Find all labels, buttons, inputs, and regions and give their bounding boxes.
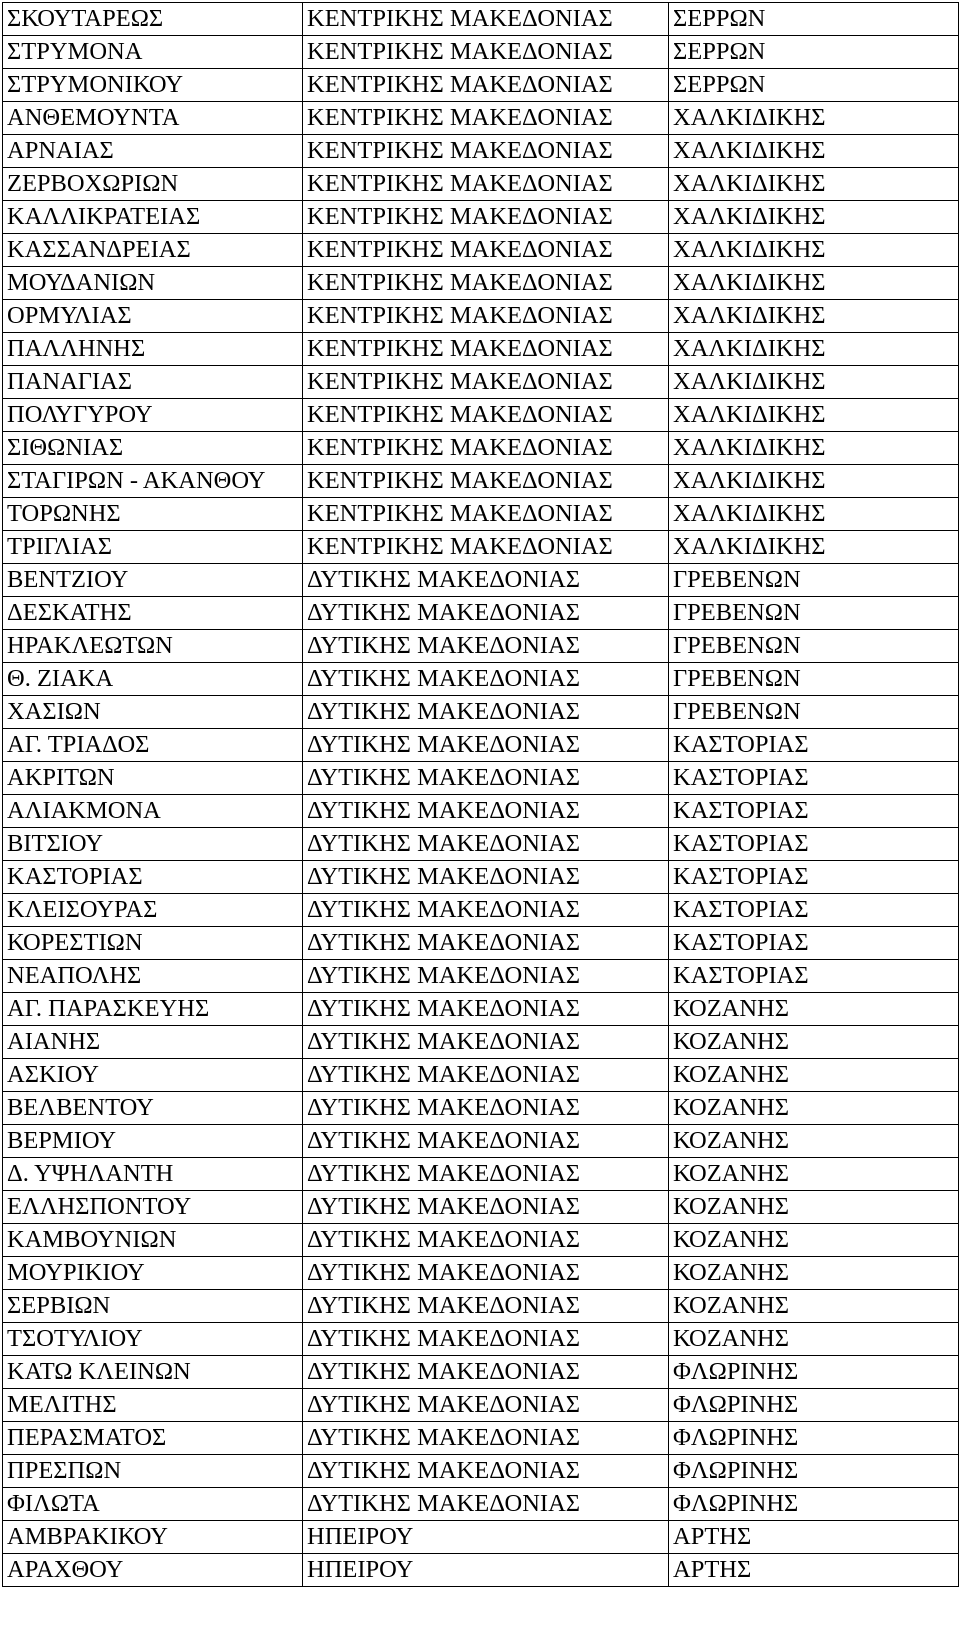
municipality-cell: ΚΑΤΩ ΚΛΕΙΝΩΝ xyxy=(3,1356,303,1389)
prefecture-cell: ΚΟΖΑΝΗΣ xyxy=(669,993,959,1026)
prefecture-cell: ΑΡΤΗΣ xyxy=(669,1521,959,1554)
table-row xyxy=(3,696,959,729)
region-cell: ΔΥΤΙΚΗΣ ΜΑΚΕΔΟΝΙΑΣ xyxy=(303,1092,669,1125)
prefecture-cell: ΚΑΣΤΟΡΙΑΣ xyxy=(669,960,959,993)
municipality-cell: ΠΟΛΥΓΥΡΟΥ xyxy=(3,399,303,432)
region-cell: ΔΥΤΙΚΗΣ ΜΑΚΕΔΟΝΙΑΣ xyxy=(303,696,669,729)
region-cell: ΚΕΝΤΡΙΚΗΣ ΜΑΚΕΔΟΝΙΑΣ xyxy=(303,300,669,333)
municipality-cell: ΒΕΝΤΖΙΟΥ xyxy=(3,564,303,597)
prefecture-cell: ΧΑΛΚΙΔΙΚΗΣ xyxy=(669,399,959,432)
table-row xyxy=(3,1422,959,1455)
prefecture-cell: ΧΑΛΚΙΔΙΚΗΣ xyxy=(669,366,959,399)
table-row xyxy=(3,1323,959,1356)
municipality-cell: ΠΕΡΑΣΜΑΤΟΣ xyxy=(3,1422,303,1455)
prefecture-cell: ΧΑΛΚΙΔΙΚΗΣ xyxy=(669,531,959,564)
prefecture-cell: ΧΑΛΚΙΔΙΚΗΣ xyxy=(669,234,959,267)
municipality-cell: ΣΤΡΥΜΟΝΙΚΟΥ xyxy=(3,69,303,102)
prefecture-cell: ΦΛΩΡΙΝΗΣ xyxy=(669,1356,959,1389)
table-row xyxy=(3,1158,959,1191)
municipality-cell: ΤΟΡΩΝΗΣ xyxy=(3,498,303,531)
table-row xyxy=(3,36,959,69)
prefecture-cell: ΣΕΡΡΩΝ xyxy=(669,69,959,102)
prefecture-cell: ΚΑΣΤΟΡΙΑΣ xyxy=(669,894,959,927)
region-cell: ΔΥΤΙΚΗΣ ΜΑΚΕΔΟΝΙΑΣ xyxy=(303,630,669,663)
prefecture-cell: ΧΑΛΚΙΔΙΚΗΣ xyxy=(669,498,959,531)
municipality-cell: ΠΑΝΑΓΙΑΣ xyxy=(3,366,303,399)
municipality-cell: ΚΛΕΙΣΟΥΡΑΣ xyxy=(3,894,303,927)
municipality-cell: ΜΕΛΙΤΗΣ xyxy=(3,1389,303,1422)
region-cell: ΔΥΤΙΚΗΣ ΜΑΚΕΔΟΝΙΑΣ xyxy=(303,861,669,894)
prefecture-cell: ΚΟΖΑΝΗΣ xyxy=(669,1059,959,1092)
municipality-cell: ΣΚΟΥΤΑΡΕΩΣ xyxy=(3,3,303,36)
municipality-cell: ΕΛΛΗΣΠΟΝΤΟΥ xyxy=(3,1191,303,1224)
municipality-cell: ΖΕΡΒΟΧΩΡΙΩΝ xyxy=(3,168,303,201)
prefecture-cell: ΧΑΛΚΙΔΙΚΗΣ xyxy=(669,168,959,201)
prefecture-cell: ΦΛΩΡΙΝΗΣ xyxy=(669,1488,959,1521)
region-cell: ΔΥΤΙΚΗΣ ΜΑΚΕΔΟΝΙΑΣ xyxy=(303,1125,669,1158)
municipality-cell: ΗΡΑΚΛΕΩΤΩΝ xyxy=(3,630,303,663)
prefecture-cell: ΣΕΡΡΩΝ xyxy=(669,36,959,69)
region-cell: ΚΕΝΤΡΙΚΗΣ ΜΑΚΕΔΟΝΙΑΣ xyxy=(303,399,669,432)
prefecture-cell: ΧΑΛΚΙΔΙΚΗΣ xyxy=(669,300,959,333)
region-cell: ΚΕΝΤΡΙΚΗΣ ΜΑΚΕΔΟΝΙΑΣ xyxy=(303,432,669,465)
prefecture-cell: ΣΕΡΡΩΝ xyxy=(669,3,959,36)
table-row xyxy=(3,1488,959,1521)
municipality-cell: ΚΑΣΣΑΝΔΡΕΙΑΣ xyxy=(3,234,303,267)
prefecture-cell: ΚΑΣΤΟΡΙΑΣ xyxy=(669,927,959,960)
prefecture-cell: ΧΑΛΚΙΔΙΚΗΣ xyxy=(669,432,959,465)
prefecture-cell: ΧΑΛΚΙΔΙΚΗΣ xyxy=(669,333,959,366)
municipality-table xyxy=(2,2,959,1587)
table-row xyxy=(3,1455,959,1488)
prefecture-cell: ΚΟΖΑΝΗΣ xyxy=(669,1290,959,1323)
table-row xyxy=(3,1521,959,1554)
region-cell: ΔΥΤΙΚΗΣ ΜΑΚΕΔΟΝΙΑΣ xyxy=(303,795,669,828)
table-row xyxy=(3,1554,959,1587)
table-row xyxy=(3,960,959,993)
region-cell: ΔΥΤΙΚΗΣ ΜΑΚΕΔΟΝΙΑΣ xyxy=(303,894,669,927)
region-cell: ΚΕΝΤΡΙΚΗΣ ΜΑΚΕΔΟΝΙΑΣ xyxy=(303,531,669,564)
table-row xyxy=(3,1026,959,1059)
region-cell: ΔΥΤΙΚΗΣ ΜΑΚΕΔΟΝΙΑΣ xyxy=(303,762,669,795)
prefecture-cell: ΚΟΖΑΝΗΣ xyxy=(669,1323,959,1356)
table-row xyxy=(3,168,959,201)
municipality-cell: ΠΑΛΛΗΝΗΣ xyxy=(3,333,303,366)
region-cell: ΚΕΝΤΡΙΚΗΣ ΜΑΚΕΔΟΝΙΑΣ xyxy=(303,201,669,234)
region-cell: ΚΕΝΤΡΙΚΗΣ ΜΑΚΕΔΟΝΙΑΣ xyxy=(303,69,669,102)
prefecture-cell: ΓΡΕΒΕΝΩΝ xyxy=(669,696,959,729)
table-row xyxy=(3,1389,959,1422)
table-row xyxy=(3,861,959,894)
region-cell: ΚΕΝΤΡΙΚΗΣ ΜΑΚΕΔΟΝΙΑΣ xyxy=(303,102,669,135)
region-cell: ΔΥΤΙΚΗΣ ΜΑΚΕΔΟΝΙΑΣ xyxy=(303,828,669,861)
table-row xyxy=(3,234,959,267)
table-row xyxy=(3,267,959,300)
prefecture-cell: ΓΡΕΒΕΝΩΝ xyxy=(669,564,959,597)
table-row xyxy=(3,828,959,861)
region-cell: ΚΕΝΤΡΙΚΗΣ ΜΑΚΕΔΟΝΙΑΣ xyxy=(303,3,669,36)
region-cell: ΔΥΤΙΚΗΣ ΜΑΚΕΔΟΝΙΑΣ xyxy=(303,1455,669,1488)
table-row xyxy=(3,465,959,498)
municipality-cell: ΑΙΑΝΗΣ xyxy=(3,1026,303,1059)
table-row xyxy=(3,201,959,234)
prefecture-cell: ΚΟΖΑΝΗΣ xyxy=(669,1125,959,1158)
table-row xyxy=(3,69,959,102)
municipality-cell: ΟΡΜΥΛΙΑΣ xyxy=(3,300,303,333)
table-body xyxy=(3,3,959,1587)
region-cell: ΔΥΤΙΚΗΣ ΜΑΚΕΔΟΝΙΑΣ xyxy=(303,729,669,762)
region-cell: ΔΥΤΙΚΗΣ ΜΑΚΕΔΟΝΙΑΣ xyxy=(303,1356,669,1389)
municipality-cell: ΑΛΙΑΚΜΟΝΑ xyxy=(3,795,303,828)
table-row xyxy=(3,894,959,927)
municipality-cell: ΑΜΒΡΑΚΙΚΟΥ xyxy=(3,1521,303,1554)
prefecture-cell: ΚΑΣΤΟΡΙΑΣ xyxy=(669,795,959,828)
table-row xyxy=(3,1191,959,1224)
table-row xyxy=(3,333,959,366)
table-row xyxy=(3,762,959,795)
table-row xyxy=(3,927,959,960)
table-row xyxy=(3,1257,959,1290)
municipality-cell: Δ. ΥΨΗΛΑΝΤΗ xyxy=(3,1158,303,1191)
table-row xyxy=(3,630,959,663)
table-row xyxy=(3,597,959,630)
region-cell: ΔΥΤΙΚΗΣ ΜΑΚΕΔΟΝΙΑΣ xyxy=(303,1323,669,1356)
table-row xyxy=(3,399,959,432)
municipality-cell: ΑΝΘΕΜΟΥΝΤΑ xyxy=(3,102,303,135)
table-row xyxy=(3,795,959,828)
table-row xyxy=(3,1224,959,1257)
table-row xyxy=(3,1290,959,1323)
municipality-cell: ΣΙΘΩΝΙΑΣ xyxy=(3,432,303,465)
prefecture-cell: ΧΑΛΚΙΔΙΚΗΣ xyxy=(669,267,959,300)
municipality-cell: ΚΑΛΛΙΚΡΑΤΕΙΑΣ xyxy=(3,201,303,234)
table-row xyxy=(3,498,959,531)
region-cell: ΔΥΤΙΚΗΣ ΜΑΚΕΔΟΝΙΑΣ xyxy=(303,1389,669,1422)
municipality-cell: ΣΕΡΒΙΩΝ xyxy=(3,1290,303,1323)
table-row xyxy=(3,432,959,465)
table-row xyxy=(3,729,959,762)
municipality-cell: ΚΑΣΤΟΡΙΑΣ xyxy=(3,861,303,894)
prefecture-cell: ΧΑΛΚΙΔΙΚΗΣ xyxy=(669,135,959,168)
table-row xyxy=(3,300,959,333)
prefecture-cell: ΚΑΣΤΟΡΙΑΣ xyxy=(669,828,959,861)
prefecture-cell: ΚΑΣΤΟΡΙΑΣ xyxy=(669,762,959,795)
region-cell: ΚΕΝΤΡΙΚΗΣ ΜΑΚΕΔΟΝΙΑΣ xyxy=(303,366,669,399)
prefecture-cell: ΑΡΤΗΣ xyxy=(669,1554,959,1587)
municipality-cell: ΑΓ. ΤΡΙΑΔΟΣ xyxy=(3,729,303,762)
municipality-cell: ΠΡΕΣΠΩΝ xyxy=(3,1455,303,1488)
municipality-cell: ΧΑΣΙΩΝ xyxy=(3,696,303,729)
prefecture-cell: ΚΑΣΤΟΡΙΑΣ xyxy=(669,729,959,762)
municipality-cell: ΤΣΟΤΥΛΙΟΥ xyxy=(3,1323,303,1356)
region-cell: ΔΥΤΙΚΗΣ ΜΑΚΕΔΟΝΙΑΣ xyxy=(303,993,669,1026)
region-cell: ΚΕΝΤΡΙΚΗΣ ΜΑΚΕΔΟΝΙΑΣ xyxy=(303,465,669,498)
prefecture-cell: ΓΡΕΒΕΝΩΝ xyxy=(669,597,959,630)
prefecture-cell: ΓΡΕΒΕΝΩΝ xyxy=(669,663,959,696)
prefecture-cell: ΧΑΛΚΙΔΙΚΗΣ xyxy=(669,102,959,135)
region-cell: ΗΠΕΙΡΟΥ xyxy=(303,1554,669,1587)
table-row xyxy=(3,3,959,36)
region-cell: ΔΥΤΙΚΗΣ ΜΑΚΕΔΟΝΙΑΣ xyxy=(303,1026,669,1059)
region-cell: ΗΠΕΙΡΟΥ xyxy=(303,1521,669,1554)
prefecture-cell: ΚΟΖΑΝΗΣ xyxy=(669,1026,959,1059)
region-cell: ΚΕΝΤΡΙΚΗΣ ΜΑΚΕΔΟΝΙΑΣ xyxy=(303,36,669,69)
municipality-cell: ΑΓ. ΠΑΡΑΣΚΕΥΗΣ xyxy=(3,993,303,1026)
municipality-cell: ΚΑΜΒΟΥΝΙΩΝ xyxy=(3,1224,303,1257)
prefecture-cell: ΚΟΖΑΝΗΣ xyxy=(669,1191,959,1224)
table-row xyxy=(3,1125,959,1158)
table-row xyxy=(3,663,959,696)
municipality-cell: ΚΟΡΕΣΤΙΩΝ xyxy=(3,927,303,960)
prefecture-cell: ΚΟΖΑΝΗΣ xyxy=(669,1257,959,1290)
municipality-cell: ΑΡΝΑΙΑΣ xyxy=(3,135,303,168)
municipality-cell: ΝΕΑΠΟΛΗΣ xyxy=(3,960,303,993)
table-row xyxy=(3,1356,959,1389)
region-cell: ΚΕΝΤΡΙΚΗΣ ΜΑΚΕΔΟΝΙΑΣ xyxy=(303,168,669,201)
municipality-cell: ΒΕΛΒΕΝΤΟΥ xyxy=(3,1092,303,1125)
municipality-cell: ΜΟΥΔΑΝΙΩΝ xyxy=(3,267,303,300)
table-row xyxy=(3,993,959,1026)
region-cell: ΔΥΤΙΚΗΣ ΜΑΚΕΔΟΝΙΑΣ xyxy=(303,564,669,597)
table-row xyxy=(3,102,959,135)
region-cell: ΔΥΤΙΚΗΣ ΜΑΚΕΔΟΝΙΑΣ xyxy=(303,927,669,960)
municipality-cell: ΒΙΤΣΙΟΥ xyxy=(3,828,303,861)
municipality-cell: ΣΤΑΓΙΡΩΝ - ΑΚΑΝΘΟΥ xyxy=(3,465,303,498)
municipality-cell: ΑΡΑΧΘΟΥ xyxy=(3,1554,303,1587)
municipality-cell: Θ. ΖΙΑΚΑ xyxy=(3,663,303,696)
municipality-cell: ΑΚΡΙΤΩΝ xyxy=(3,762,303,795)
table-row xyxy=(3,1059,959,1092)
table-row xyxy=(3,531,959,564)
table-row xyxy=(3,564,959,597)
prefecture-cell: ΚΟΖΑΝΗΣ xyxy=(669,1158,959,1191)
table-row xyxy=(3,135,959,168)
region-cell: ΔΥΤΙΚΗΣ ΜΑΚΕΔΟΝΙΑΣ xyxy=(303,1488,669,1521)
region-cell: ΚΕΝΤΡΙΚΗΣ ΜΑΚΕΔΟΝΙΑΣ xyxy=(303,234,669,267)
municipality-cell: ΜΟΥΡΙΚΙΟΥ xyxy=(3,1257,303,1290)
municipality-cell: ΑΣΚΙΟΥ xyxy=(3,1059,303,1092)
municipality-cell: ΒΕΡΜΙΟΥ xyxy=(3,1125,303,1158)
municipality-cell: ΣΤΡΥΜΟΝΑ xyxy=(3,36,303,69)
municipality-cell: ΤΡΙΓΛΙΑΣ xyxy=(3,531,303,564)
municipality-cell: ΦΙΛΩΤΑ xyxy=(3,1488,303,1521)
table-row xyxy=(3,366,959,399)
region-cell: ΔΥΤΙΚΗΣ ΜΑΚΕΔΟΝΙΑΣ xyxy=(303,663,669,696)
prefecture-cell: ΦΛΩΡΙΝΗΣ xyxy=(669,1389,959,1422)
region-cell: ΔΥΤΙΚΗΣ ΜΑΚΕΔΟΝΙΑΣ xyxy=(303,1224,669,1257)
prefecture-cell: ΚΑΣΤΟΡΙΑΣ xyxy=(669,861,959,894)
region-cell: ΚΕΝΤΡΙΚΗΣ ΜΑΚΕΔΟΝΙΑΣ xyxy=(303,135,669,168)
table-row xyxy=(3,1092,959,1125)
region-cell: ΔΥΤΙΚΗΣ ΜΑΚΕΔΟΝΙΑΣ xyxy=(303,597,669,630)
region-cell: ΔΥΤΙΚΗΣ ΜΑΚΕΔΟΝΙΑΣ xyxy=(303,1059,669,1092)
prefecture-cell: ΚΟΖΑΝΗΣ xyxy=(669,1092,959,1125)
prefecture-cell: ΦΛΩΡΙΝΗΣ xyxy=(669,1422,959,1455)
prefecture-cell: ΧΑΛΚΙΔΙΚΗΣ xyxy=(669,201,959,234)
prefecture-cell: ΦΛΩΡΙΝΗΣ xyxy=(669,1455,959,1488)
region-cell: ΔΥΤΙΚΗΣ ΜΑΚΕΔΟΝΙΑΣ xyxy=(303,1191,669,1224)
region-cell: ΔΥΤΙΚΗΣ ΜΑΚΕΔΟΝΙΑΣ xyxy=(303,1257,669,1290)
prefecture-cell: ΚΟΖΑΝΗΣ xyxy=(669,1224,959,1257)
region-cell: ΚΕΝΤΡΙΚΗΣ ΜΑΚΕΔΟΝΙΑΣ xyxy=(303,498,669,531)
prefecture-cell: ΓΡΕΒΕΝΩΝ xyxy=(669,630,959,663)
region-cell: ΔΥΤΙΚΗΣ ΜΑΚΕΔΟΝΙΑΣ xyxy=(303,1290,669,1323)
prefecture-cell: ΧΑΛΚΙΔΙΚΗΣ xyxy=(669,465,959,498)
region-cell: ΔΥΤΙΚΗΣ ΜΑΚΕΔΟΝΙΑΣ xyxy=(303,1422,669,1455)
region-cell: ΚΕΝΤΡΙΚΗΣ ΜΑΚΕΔΟΝΙΑΣ xyxy=(303,333,669,366)
municipality-cell: ΔΕΣΚΑΤΗΣ xyxy=(3,597,303,630)
region-cell: ΔΥΤΙΚΗΣ ΜΑΚΕΔΟΝΙΑΣ xyxy=(303,1158,669,1191)
region-cell: ΚΕΝΤΡΙΚΗΣ ΜΑΚΕΔΟΝΙΑΣ xyxy=(303,267,669,300)
region-cell: ΔΥΤΙΚΗΣ ΜΑΚΕΔΟΝΙΑΣ xyxy=(303,960,669,993)
